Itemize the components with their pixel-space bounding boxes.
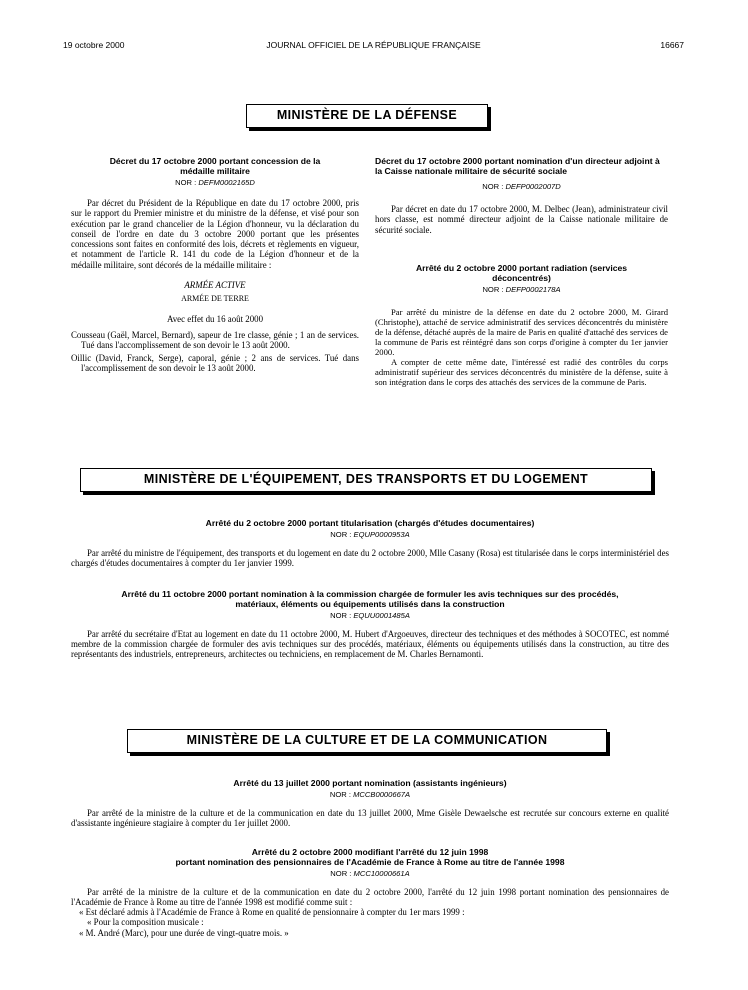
defense-left-column: [71, 156, 359, 373]
arrete-commission-body: Par arrêté du secrétaire d'Etat au logement en date du 11 octobre 2000, M. Hubert d'Argoeuves, directeur des techniques et des méthodes à SOCOTEC, est nommé membre de la commission chargée de formuler des avis techniques sur des procédés, matériaux, éléments ou équipements utilisés dans la construction, au titre des représentants des industriels, entrepreneurs, architectes ou techniciens, en remplacement de M. Charles Bernamonti.: [71, 628, 669, 660]
arrete-academie-quote-2: « Pour la composition musicale :: [87, 917, 204, 928]
nor-label: NOR :: [175, 178, 197, 187]
nor-label: NOR :: [330, 530, 352, 539]
ministry-equipement-heading: MINISTÈRE DE L'ÉQUIPEMENT, DES TRANSPORTS ET DU LOGEMENT: [80, 468, 652, 492]
nor-code: MCC10000661A: [353, 868, 410, 878]
decret-nomination-title: Décret du 17 octobre 2000 portant nomination d'un directeur adjoint à la Caisse nationale militaire de sécurité sociale: [375, 156, 660, 176]
arrete-radiation-body-2: A compter de cette même date, l'intéressé est radié des contrôles du corps administratif supérieur des services déconcentrés du ministère de la défense, suite à son intégration dans le corps des attachés des services de la commune de Paris.: [375, 356, 668, 387]
nor-label: NOR :: [482, 182, 504, 191]
page-header: [63, 40, 684, 54]
nor-code: EQUP0000953A: [353, 530, 410, 539]
nor-label: NOR :: [330, 868, 352, 878]
header-page-number: 16667: [660, 40, 684, 50]
arrete-assistants-nor: [71, 790, 669, 800]
arrete-academie-title-line-1: Arrêté du 2 octobre 2000 modifiant l'arrêté du 12 juin 1998: [251, 846, 489, 857]
armee-active-heading: ARMÉE ACTIVE: [184, 280, 246, 291]
header-journal-title: JOURNAL OFFICIEL DE LA RÉPUBLIQUE FRANÇAISE: [266, 40, 481, 50]
effet-date: Avec effet du 16 août 2000: [166, 313, 264, 324]
arrete-assistants-body: Par arrêté de la ministre de la culture et de la communication en date du 13 juillet 2000, Mme Gisèle Dewaelsche est recrutée sur concours externe en qualité d'assistante ingénieure stagiaire à compter du 1er juillet 2000.: [71, 808, 669, 829]
decret-medaille-nor: [71, 178, 359, 188]
decore-entry-1: Cousseau (Gaël, Marcel, Bernard), sapeur de 1re classe, génie ; 1 an de services. Tué dans l'accomplissement de son devoir le 13 août 2000.: [71, 329, 359, 351]
arrete-radiation-title: Arrêté du 2 octobre 2000 portant radiation (services déconcentrés): [415, 262, 628, 283]
nor-code: DEFM0002165D: [198, 178, 255, 187]
ministry-culture-heading: MINISTÈRE DE LA CULTURE ET DE LA COMMUNICATION: [127, 729, 607, 753]
arrete-academie-nor: [71, 869, 669, 879]
arrete-radiation-body-1: Par arrêté du ministre de la défense en date du 2 octobre 2000, M. Girard (Christophe), attaché de service administratif des services déconcentrés du ministère de la défense, détaché auprès de la maire de Paris en qualité d'attaché des services de la commune de Paris est réintégré dans son corps d'origine à compter du 1er janvier 2000.: [375, 306, 668, 357]
nor-code: DEFP0002007D: [505, 182, 561, 191]
header-date: 19 octobre 2000: [63, 40, 125, 50]
decret-nomination-nor: [375, 182, 668, 192]
arrete-radiation-nor: [375, 285, 668, 295]
arrete-titularisation-body: Par arrêté du ministre de l'équipement, des transports et du logement en date du 2 octobre 2000, Mlle Casany (Rosa) est titularisée dans le corps interministériel des chargés d'études documentaires à compter du 1er janvier 1999.: [71, 548, 669, 569]
decret-medaille-body: Par décret du Président de la République en date du 17 octobre 2000, pris sur le rapport du Premier ministre et du ministre de la défense, et visé pour son exécution par le grand chancelier de la Légion d'honneur, vu la déclaration du conseil de l'ordre en date du 3 octobre 2000 portant que les présentes concessions sont faites en conformité des lois, décrets et règlements en vigueur, et notamment de l'article R. 141 du code de la Légion d'honneur et de la médaille militaire, sont décorés de la médaille militaire :: [71, 198, 359, 270]
arrete-academie-body: Par arrêté de la ministre de la culture et de la communication en date du 2 octobre 2000, l'arrêté du 12 juin 1998 portant nomination des pensionnaires de l'Académie de France à Rome au titre de l'année 1998 est modifié comme suit :: [71, 886, 669, 907]
nor-code: EQUU0001485A: [353, 610, 410, 620]
decret-nomination-body: Par décret en date du 17 octobre 2000, M. Delbec (Jean), administrateur civil hors classe, est nommé directeur adjoint de la Caisse nationale militaire de sécurité sociale.: [375, 204, 668, 235]
arrete-titularisation-title: Arrêté du 2 octobre 2000 portant titularisation (chargés d'études documentaires): [205, 518, 535, 528]
arrete-academie-title-line-2: portant nomination des pensionnaires de l'Académie de France à Rome au titre de l'année 1998: [175, 856, 565, 867]
armee-terre-heading: ARMÉE DE TERRE: [181, 294, 249, 304]
nor-label: NOR :: [329, 790, 351, 799]
arrete-assistants-title: Arrêté du 13 juillet 2000 portant nomination (assistants ingénieurs): [233, 778, 507, 788]
ministry-defense-heading: MINISTÈRE DE LA DÉFENSE: [246, 104, 488, 128]
decore-entry-2: Oillic (David, Franck, Serge), caporal, génie ; 2 ans de services. Tué dans l'accomplissement de son devoir le 13 août 2000.: [71, 352, 359, 373]
culture-section: [71, 778, 669, 938]
decret-medaille-title: Décret du 17 octobre 2000 portant concession de la médaille militaire: [109, 156, 321, 176]
arrete-commission-title: Arrêté du 11 octobre 2000 portant nomination à la commission chargée de formuler les avis techniques sur des procédés, matériaux, éléments ou équipements utilisés dans la construction: [121, 588, 619, 609]
defense-right-column: [375, 156, 668, 387]
nor-label: NOR :: [330, 610, 352, 620]
equipement-section: [71, 518, 669, 659]
nor-code: MCCB0000667A: [353, 790, 411, 799]
arrete-titularisation-nor: [71, 530, 669, 540]
nor-label: NOR :: [482, 284, 504, 294]
arrete-academie-quote-3: « M. André (Marc), pour une durée de vingt-quatre mois. »: [79, 927, 289, 938]
arrete-academie-quote-1: « Est déclaré admis à l'Académie de France à Rome en qualité de pensionnaire à compter du 1er mars 1999 :: [79, 907, 465, 918]
nor-code: DEFP0002178A: [505, 284, 561, 294]
arrete-commission-nor: [71, 611, 669, 621]
